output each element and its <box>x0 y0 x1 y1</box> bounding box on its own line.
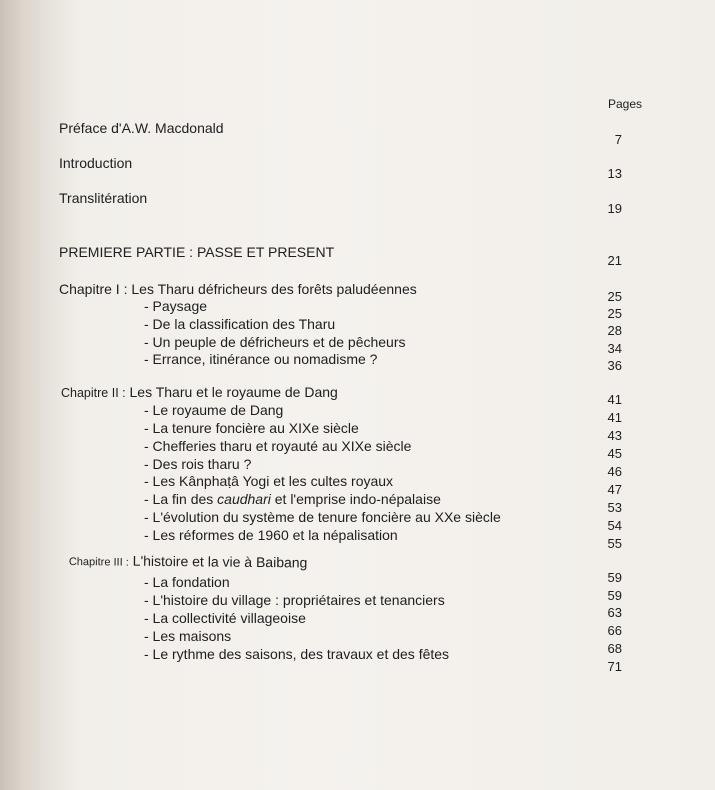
toc-item-page: 66 <box>607 623 622 638</box>
toc-item-page: 41 <box>607 410 622 425</box>
toc-page-preface: 7 <box>614 132 622 147</box>
toc-item: - Un peuple de défricheurs et de pêcheurs <box>144 334 406 350</box>
toc-chapter-2-rest: Les Tharu et le royaume de Dang <box>125 384 338 400</box>
toc-item-page: 34 <box>607 341 622 356</box>
toc-item-page: 25 <box>607 306 622 321</box>
toc-entry-preface: Préface d'A.W. Macdonald <box>59 120 224 136</box>
toc-item-page: 47 <box>607 482 622 497</box>
toc-item: - Errance, itinérance ou nomadisme ? <box>144 351 378 367</box>
toc-item: - De la classification des Tharu <box>144 316 336 332</box>
toc-item-page: 28 <box>607 323 622 338</box>
toc-item: - Des rois tharu ? <box>144 456 252 472</box>
toc-part-page: 21 <box>607 253 622 268</box>
toc-page-introduction: 13 <box>607 166 622 181</box>
toc-item: - La collectivité villageoise <box>144 610 306 626</box>
toc-item: - Paysage <box>144 298 208 314</box>
toc-item-text-post: et l'emprise indo-népalaise <box>270 491 441 507</box>
toc-part-title: PREMIERE PARTIE : PASSE ET PRESENT <box>59 244 335 260</box>
show-through-text <box>575 0 715 240</box>
toc-item: - Le rythme des saisons, des travaux et des fêtes <box>144 646 450 662</box>
toc-item: - La tenure foncière au XIXe siècle <box>144 420 359 436</box>
toc-item-page: 71 <box>607 659 622 674</box>
toc-chapter-3-rest: L'histoire et la vie à Baibang <box>128 552 308 571</box>
toc-chapter-1-page: 25 <box>607 289 622 304</box>
toc-chapter-3-title <box>69 552 308 570</box>
toc-item-page: 53 <box>607 500 622 515</box>
toc-item-page: 45 <box>607 446 622 461</box>
pages-column-header: Pages <box>608 97 643 111</box>
toc-chapter-3-prefix: Chapitre III : <box>68 555 129 569</box>
toc-item-page: 36 <box>607 358 622 373</box>
toc-entry-transliteration: Translitération <box>59 190 148 206</box>
toc-item-page: 43 <box>607 428 622 443</box>
toc-item: - L'histoire du village : propriétaires et tenanciers <box>144 592 445 608</box>
toc-chapter-2-title <box>61 384 338 400</box>
toc-item <box>144 491 441 507</box>
toc-item-text-pre: - La fin des <box>144 491 218 507</box>
toc-item-page: 46 <box>607 464 622 479</box>
toc-item: - Les réformes de 1960 et la népalisation <box>144 527 398 543</box>
toc-item: - Les Kânphaṭâ Yogi et les cultes royaux <box>144 473 394 489</box>
toc-item-page: 59 <box>607 588 622 603</box>
toc-item-page: 54 <box>607 518 622 533</box>
toc-item-text-italic: caudhari <box>217 491 271 507</box>
toc-item-page: 68 <box>607 641 622 656</box>
toc-item-page: 55 <box>607 536 622 551</box>
toc-item-page: 63 <box>607 605 622 620</box>
toc-page-transliteration: 19 <box>607 201 622 216</box>
toc-item: - Le royaume de Dang <box>144 402 284 418</box>
toc-entry-introduction: Introduction <box>59 155 133 171</box>
toc-chapter-3-page: 59 <box>607 570 622 585</box>
toc-chapter-2-page: 41 <box>607 392 622 407</box>
toc-chapter-2-prefix: Chapitre II : <box>61 386 126 400</box>
toc-item: - L'évolution du système de tenure foncière au XXe siècle <box>144 509 501 525</box>
toc-item: - Les maisons <box>144 628 232 644</box>
toc-chapter-1-title: Chapitre I : Les Tharu défricheurs des forêts paludéennes <box>59 281 417 297</box>
toc-item: - Chefferies tharu et royauté au XIXe siècle <box>144 438 412 454</box>
toc-item: - La fondation <box>144 574 230 590</box>
